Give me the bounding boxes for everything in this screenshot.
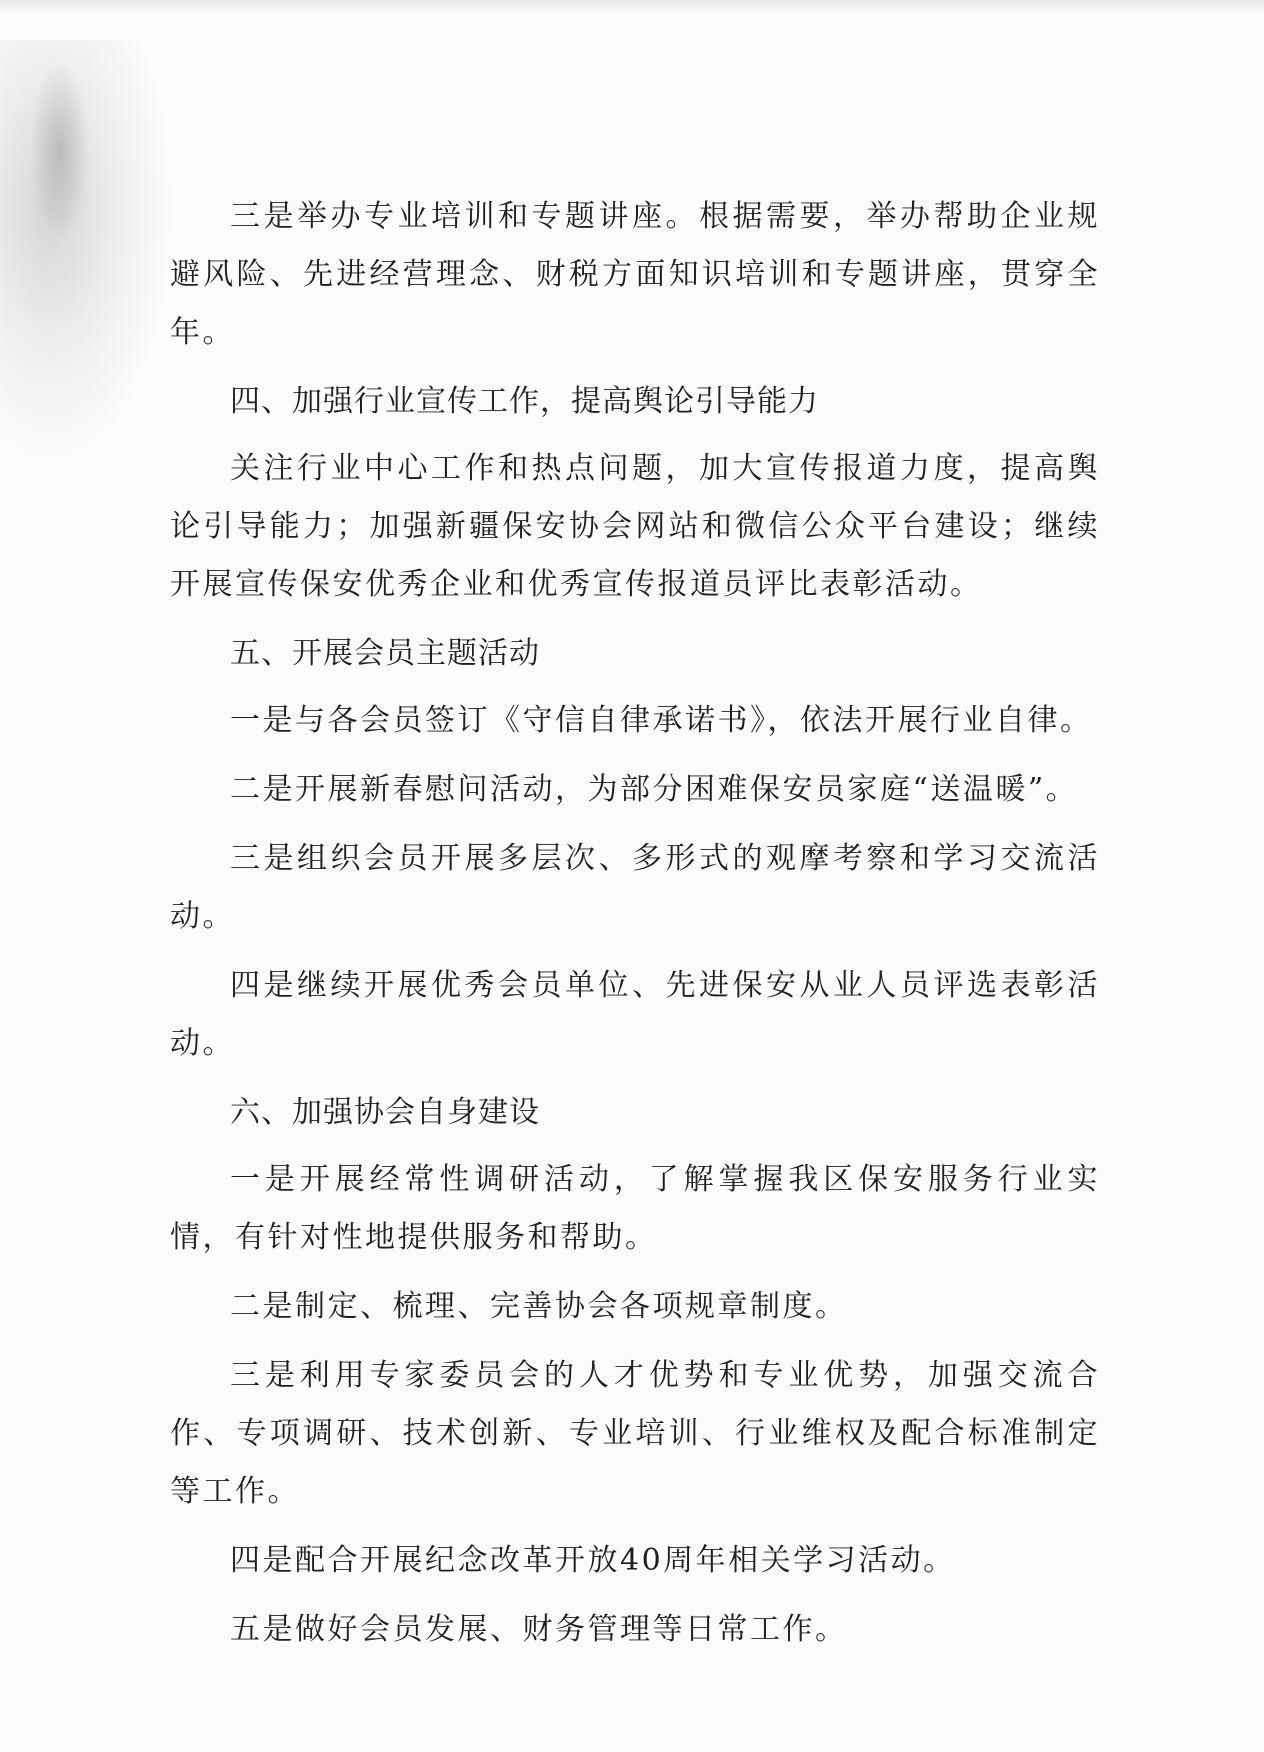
paragraph-member-1: 一是与各会员签订《守信自律承诺书》，依法开展行业自律。 xyxy=(230,703,1093,738)
paragraph-training: 三是举办专业培训和专题讲座。根据需要，举办帮助企业规避风险、先进经营理念、财税方面知识培训和专题讲座，贯穿全年。 xyxy=(170,199,1100,350)
paragraph-publicity: 关注行业中心工作和热点问题，加大宣传报道力度，提高舆论引导能力；加强新疆保安协会网站和微信公众平台建设；继续开展宣传保安优秀企业和优秀宣传报道员评比表彰活动。 xyxy=(170,451,1100,602)
heading-section-6: 六、加强协会自身建设 xyxy=(230,1095,540,1130)
paragraph-member-4: 四是继续开展优秀会员单位、先进保安从业人员评选表彰活动。 xyxy=(170,968,1100,1061)
heading-section-4: 四、加强行业宣传工作，提高舆论引导能力 xyxy=(230,384,819,419)
paragraph-self-2: 二是制定、梳理、完善协会各项规章制度。 xyxy=(230,1289,848,1324)
paragraph-member-2: 二是开展新春慰问活动，为部分困难保安员家庭“送温暖”。 xyxy=(230,772,1079,807)
scan-shadow-mark xyxy=(30,60,90,240)
paragraph-self-4: 四是配合开展纪念改革开放40周年相关学习活动。 xyxy=(230,1543,956,1578)
scan-shadow xyxy=(0,40,170,460)
paragraph-member-3: 三是组织会员开展多层次、多形式的观摩考察和学习交流活动。 xyxy=(170,841,1100,934)
heading-section-5: 五、开展会员主题活动 xyxy=(230,636,540,671)
paragraph-self-5: 五是做好会员发展、财务管理等日常工作。 xyxy=(230,1612,848,1647)
paragraph-self-1: 一是开展经常性调研活动，了解掌握我区保安服务行业实情，有针对性地提供服务和帮助。 xyxy=(170,1162,1100,1255)
paragraph-self-3: 三是利用专家委员会的人才优势和专业优势，加强交流合作、专项调研、技术创新、专业培训、行业维权及配合标准制定等工作。 xyxy=(170,1358,1100,1509)
scan-top-edge xyxy=(0,0,1264,14)
document-body xyxy=(170,188,1100,1670)
